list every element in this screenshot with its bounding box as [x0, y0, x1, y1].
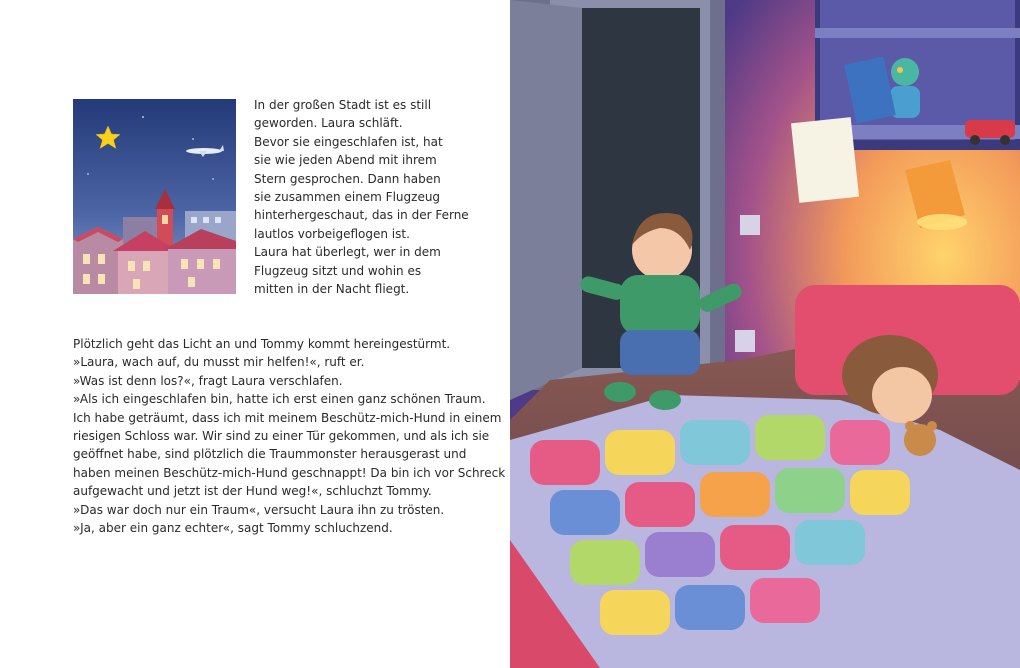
- text-line: mitten in der Nacht fliegt.: [254, 282, 410, 297]
- text-line: Ich habe geträumt, dass ich mit meinem Beschütz-mich-Hund in einem: [73, 410, 502, 425]
- intro-paragraph: [254, 96, 469, 298]
- text-line: Plötzlich geht das Licht an und Tommy kommt hereingestürmt.: [73, 337, 451, 351]
- night-city-illustration: [73, 99, 236, 294]
- text-line: Bevor sie eingeschlafen ist, hat: [254, 134, 443, 149]
- text-line: Flugzeug sitzt und wohin es: [254, 263, 422, 278]
- text-line: sie zusammen einem Flugzeug: [254, 190, 441, 205]
- night-city-image: [73, 99, 236, 294]
- text-line: hinterhergeschaut, das in der Ferne: [254, 208, 469, 223]
- text-line: geworden. Laura schläft.: [254, 116, 403, 131]
- text-line: lautlos vorbeigeflogen ist.: [254, 226, 410, 241]
- text-line: »Ja, aber ein ganz echter«, sagt Tommy schluchzend.: [73, 521, 393, 536]
- text-line: haben meinen Beschütz-mich-Hund geschnappt! Da bin ich vor Schreck: [73, 465, 506, 480]
- text-line: sie wie jeden Abend mit ihrem: [254, 153, 437, 168]
- text-line: »Laura, wach auf, du musst mir helfen!«, ruft er.: [73, 355, 365, 370]
- text-line: »Als ich eingeschlafen bin, hatte ich erst einen ganz schönen Traum.: [73, 392, 486, 407]
- text-line: »Das war doch nur ein Traum«, versucht Laura ihn zu trösten.: [73, 502, 445, 517]
- text-line: Stern gesprochen. Dann haben: [254, 171, 441, 186]
- text-line: geöffnet habe, sind plötzlich die Traummonster herausgerast und: [73, 447, 467, 462]
- story-paragraph: [73, 335, 506, 537]
- text-line: »Was ist denn los?«, fragt Laura verschlafen.: [73, 373, 343, 388]
- bedroom-illustration: [510, 0, 1020, 668]
- text-line: aufgewacht und jetzt ist der Hund weg!«, schluchzt Tommy.: [73, 484, 432, 499]
- text-line: Laura hat überlegt, wer in dem: [254, 245, 441, 260]
- bedroom-scene-image: [510, 0, 1020, 668]
- text-line: riesigen Schloss war. Wir sind zu einer Tür gekommen, und als ich sie: [73, 429, 490, 444]
- text-line: In der großen Stadt ist es still: [254, 98, 432, 112]
